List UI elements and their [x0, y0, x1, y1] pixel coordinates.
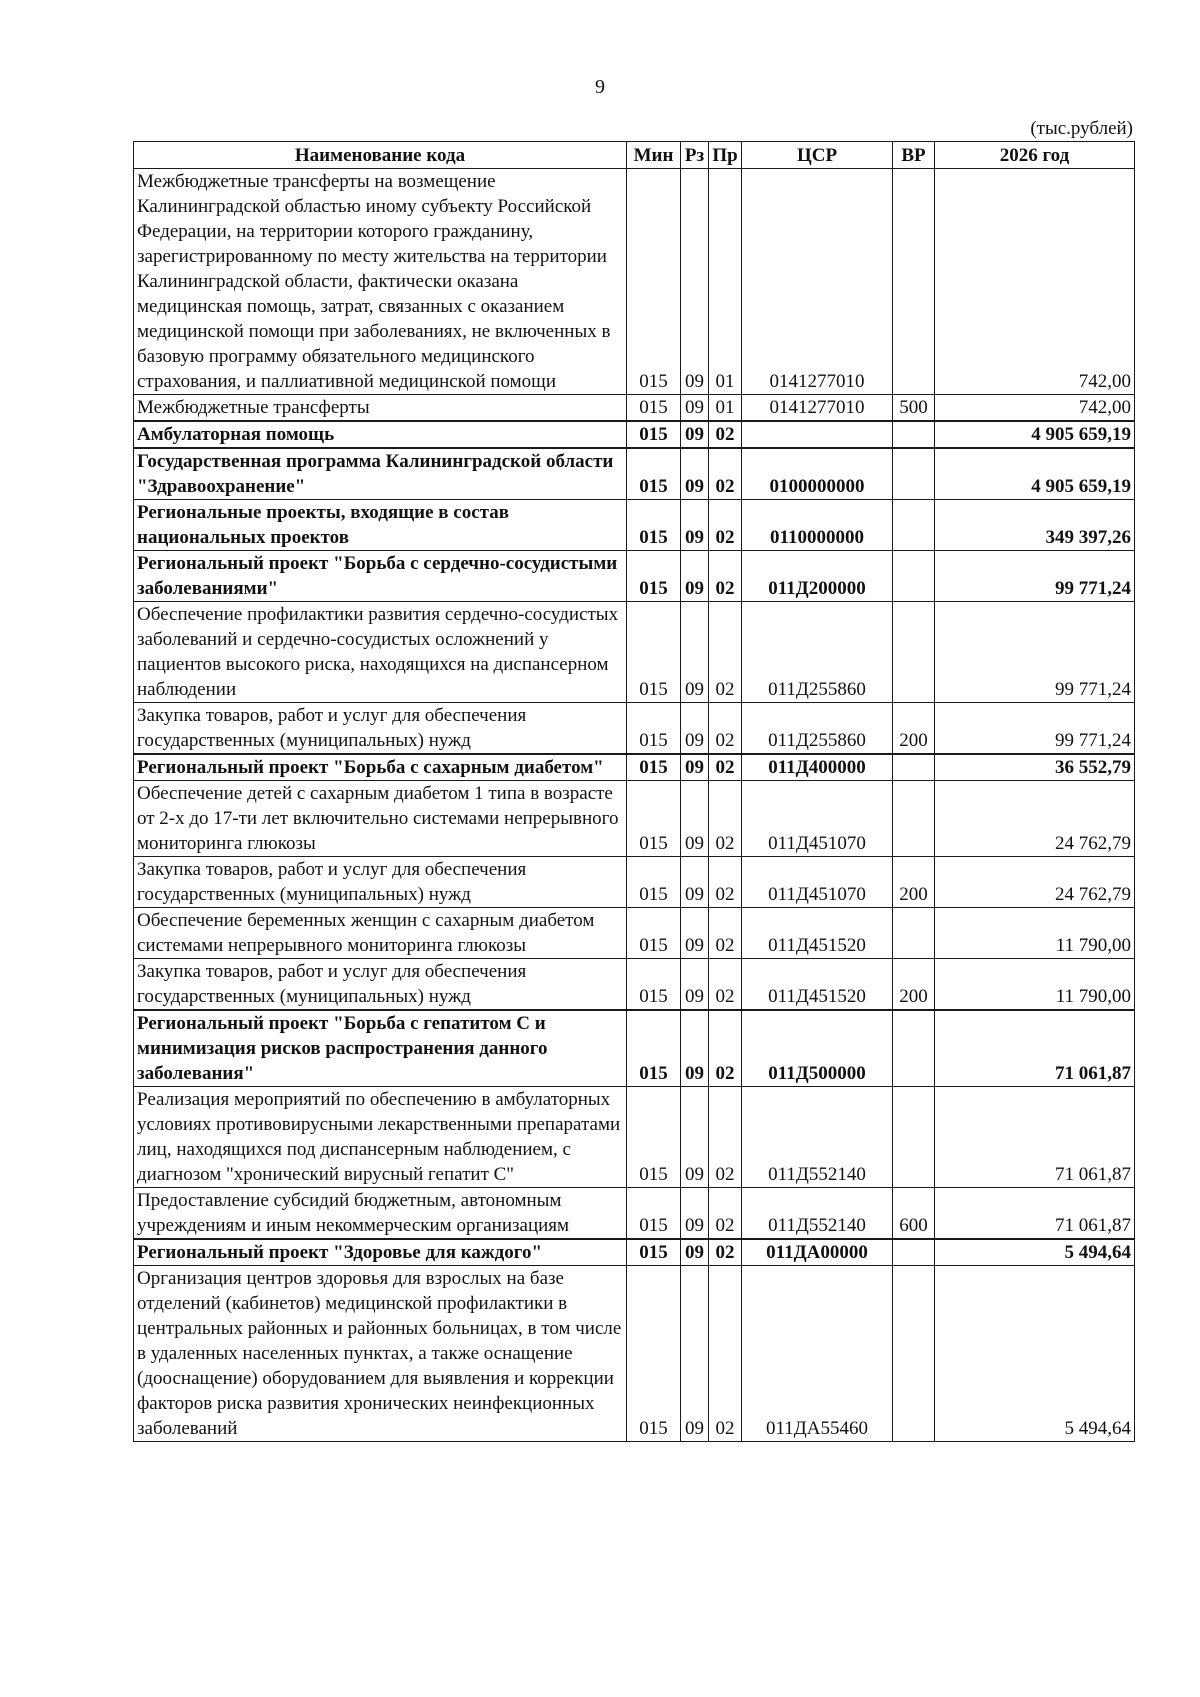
cell-name: Региональный проект "Здоровье для каждого" [134, 1239, 627, 1266]
cell-sum: 99 771,24 [935, 703, 1135, 755]
cell-rz: 09 [681, 421, 709, 448]
cell-name: Организация центров здоровья для взрослых на базе отделений (кабинетов) медицинской профилактики в центральных районных и районных больницах, в том числе в удаленных населенных пунктах, а также оснащение (дооснащение) оборудованием для выявления и коррекции факторов риска развития хронических неинфекционных заболеваний [134, 1266, 627, 1442]
cell-name: Межбюджетные трансферты [134, 395, 627, 422]
cell-vr: 600 [893, 1188, 935, 1240]
cell-sum: 24 762,79 [935, 781, 1135, 857]
cell-pr: 02 [709, 1010, 742, 1087]
page-number: 9 [595, 76, 605, 98]
cell-vr [893, 448, 935, 500]
cell-sum: 742,00 [935, 169, 1135, 395]
cell-name: Государственная программа Калининградской области "Здравоохранение" [134, 448, 627, 500]
cell-name: Обеспечение профилактики развития сердечно-сосудистых заболеваний и сердечно-сосудистых осложнений у пациентов высокого риска, находящихся на диспансерном наблюдении [134, 602, 627, 703]
cell-csr: 011Д451070 [742, 781, 893, 857]
cell-vr [893, 551, 935, 602]
table-row [134, 448, 1135, 500]
cell-rz: 09 [681, 754, 709, 781]
cell-rz: 09 [681, 395, 709, 422]
cell-csr: 011Д255860 [742, 602, 893, 703]
cell-vr [893, 602, 935, 703]
cell-csr: 011Д552140 [742, 1087, 893, 1188]
cell-min: 015 [627, 551, 681, 602]
cell-rz: 09 [681, 500, 709, 551]
header-pr: Пр [709, 142, 742, 169]
cell-pr: 02 [709, 448, 742, 500]
cell-rz: 09 [681, 1087, 709, 1188]
header-min: Мин [627, 142, 681, 169]
cell-vr [893, 754, 935, 781]
cell-pr: 02 [709, 857, 742, 908]
cell-sum: 36 552,79 [935, 754, 1135, 781]
budget-table [133, 141, 1135, 1442]
cell-pr: 02 [709, 1087, 742, 1188]
cell-pr: 02 [709, 959, 742, 1011]
cell-csr: 0141277010 [742, 395, 893, 422]
cell-min: 015 [627, 754, 681, 781]
table-row [134, 754, 1135, 781]
cell-csr [742, 421, 893, 448]
cell-min: 015 [627, 908, 681, 959]
cell-name: Закупка товаров, работ и услуг для обеспечения государственных (муниципальных) нужд [134, 857, 627, 908]
cell-rz: 09 [681, 1239, 709, 1266]
cell-pr: 01 [709, 169, 742, 395]
cell-name: Региональный проект "Борьба с сахарным диабетом" [134, 754, 627, 781]
cell-vr [893, 421, 935, 448]
table-row [134, 551, 1135, 602]
cell-rz: 09 [681, 781, 709, 857]
cell-name: Предоставление субсидий бюджетным, автономным учреждениям и иным некоммерческим организациям [134, 1188, 627, 1240]
cell-sum: 5 494,64 [935, 1239, 1135, 1266]
cell-name: Закупка товаров, работ и услуг для обеспечения государственных (муниципальных) нужд [134, 959, 627, 1011]
cell-vr [893, 1087, 935, 1188]
cell-csr: 011ДА55460 [742, 1266, 893, 1442]
cell-rz: 09 [681, 551, 709, 602]
header-name: Наименование кода [134, 142, 627, 169]
table-row [134, 1266, 1135, 1442]
cell-min: 015 [627, 500, 681, 551]
header-vr: ВР [893, 142, 935, 169]
cell-rz: 09 [681, 703, 709, 755]
cell-vr [893, 1010, 935, 1087]
units-note: (тыс.рублей) [1030, 118, 1133, 139]
table-row [134, 857, 1135, 908]
cell-vr [893, 500, 935, 551]
cell-csr: 0100000000 [742, 448, 893, 500]
cell-sum: 99 771,24 [935, 551, 1135, 602]
cell-min: 015 [627, 857, 681, 908]
table-row [134, 1087, 1135, 1188]
cell-pr: 02 [709, 500, 742, 551]
cell-min: 015 [627, 1188, 681, 1240]
cell-sum: 24 762,79 [935, 857, 1135, 908]
cell-csr: 011Д400000 [742, 754, 893, 781]
table-row [134, 395, 1135, 422]
cell-pr: 02 [709, 703, 742, 755]
cell-csr: 011ДА00000 [742, 1239, 893, 1266]
cell-pr: 02 [709, 551, 742, 602]
cell-csr: 0141277010 [742, 169, 893, 395]
table-row [134, 1188, 1135, 1240]
cell-name: Региональный проект "Борьба с сердечно-сосудистыми заболеваниями" [134, 551, 627, 602]
cell-vr: 200 [893, 703, 935, 755]
cell-sum: 71 061,87 [935, 1188, 1135, 1240]
cell-sum: 99 771,24 [935, 602, 1135, 703]
cell-vr [893, 908, 935, 959]
cell-vr: 500 [893, 395, 935, 422]
header-sum: 2026 год [935, 142, 1135, 169]
cell-csr: 011Д200000 [742, 551, 893, 602]
table-row [134, 703, 1135, 755]
cell-min: 015 [627, 781, 681, 857]
cell-sum: 11 790,00 [935, 908, 1135, 959]
cell-sum: 71 061,87 [935, 1087, 1135, 1188]
table-row [134, 1239, 1135, 1266]
cell-rz: 09 [681, 908, 709, 959]
header-rz: Рз [681, 142, 709, 169]
cell-vr: 200 [893, 857, 935, 908]
table-row [134, 421, 1135, 448]
table-row [134, 1010, 1135, 1087]
table-row [134, 908, 1135, 959]
table-row [134, 169, 1135, 395]
cell-min: 015 [627, 602, 681, 703]
table-row [134, 602, 1135, 703]
cell-sum: 11 790,00 [935, 959, 1135, 1011]
cell-csr: 011Д255860 [742, 703, 893, 755]
cell-pr: 02 [709, 781, 742, 857]
cell-name: Региональные проекты, входящие в состав национальных проектов [134, 500, 627, 551]
cell-name: Обеспечение детей с сахарным диабетом 1 типа в возрасте от 2-х до 17-ти лет включительно системами непрерывного мониторинга глюкозы [134, 781, 627, 857]
cell-vr: 200 [893, 959, 935, 1011]
cell-csr: 011Д451520 [742, 959, 893, 1011]
cell-min: 015 [627, 959, 681, 1011]
cell-min: 015 [627, 169, 681, 395]
table-header-row [134, 142, 1135, 169]
cell-csr: 011Д451520 [742, 908, 893, 959]
cell-sum: 5 494,64 [935, 1266, 1135, 1442]
cell-min: 015 [627, 703, 681, 755]
cell-name: Обеспечение беременных женщин с сахарным диабетом системами непрерывного мониторинга глюкозы [134, 908, 627, 959]
cell-vr [893, 781, 935, 857]
cell-csr: 011Д500000 [742, 1010, 893, 1087]
table-row [134, 500, 1135, 551]
cell-csr: 011Д451070 [742, 857, 893, 908]
table-row [134, 959, 1135, 1011]
cell-pr: 02 [709, 1188, 742, 1240]
cell-min: 015 [627, 421, 681, 448]
cell-rz: 09 [681, 1188, 709, 1240]
cell-min: 015 [627, 1087, 681, 1188]
header-csr: ЦСР [742, 142, 893, 169]
cell-csr: 0110000000 [742, 500, 893, 551]
cell-min: 015 [627, 395, 681, 422]
cell-name: Реализация мероприятий по обеспечению в амбулаторных условиях противовирусными лекарственными препаратами лиц, находящихся под диспансерным наблюдением, с диагнозом "хронический вирусный гепатит С" [134, 1087, 627, 1188]
cell-name: Закупка товаров, работ и услуг для обеспечения государственных (муниципальных) нужд [134, 703, 627, 755]
cell-name: Амбулаторная помощь [134, 421, 627, 448]
cell-rz: 09 [681, 602, 709, 703]
cell-sum: 4 905 659,19 [935, 421, 1135, 448]
cell-name: Региональный проект "Борьба с гепатитом С и минимизация рисков распространения данного заболевания" [134, 1010, 627, 1087]
cell-sum: 742,00 [935, 395, 1135, 422]
cell-rz: 09 [681, 1010, 709, 1087]
cell-name: Межбюджетные трансферты на возмещение Калининградской областью иному субъекту Российской Федерации, на территории которого гражданину, зарегистрированному по месту жительства на территории Калининградской области, фактически оказана медицинская помощь, затрат, связанных с оказанием медицинской помощи при заболеваниях, не включенных в базовую программу обязательного медицинского страхования, и паллиативной медицинской помощи [134, 169, 627, 395]
cell-vr [893, 1239, 935, 1266]
cell-sum: 349 397,26 [935, 500, 1135, 551]
cell-csr: 011Д552140 [742, 1188, 893, 1240]
cell-vr [893, 169, 935, 395]
cell-rz: 09 [681, 1266, 709, 1442]
cell-min: 015 [627, 448, 681, 500]
cell-min: 015 [627, 1010, 681, 1087]
cell-pr: 02 [709, 602, 742, 703]
cell-rz: 09 [681, 959, 709, 1011]
cell-sum: 71 061,87 [935, 1010, 1135, 1087]
cell-pr: 02 [709, 754, 742, 781]
table-row [134, 781, 1135, 857]
cell-pr: 02 [709, 421, 742, 448]
cell-sum: 4 905 659,19 [935, 448, 1135, 500]
cell-rz: 09 [681, 169, 709, 395]
cell-min: 015 [627, 1266, 681, 1442]
cell-min: 015 [627, 1239, 681, 1266]
cell-pr: 01 [709, 395, 742, 422]
cell-vr [893, 1266, 935, 1442]
cell-pr: 02 [709, 908, 742, 959]
cell-pr: 02 [709, 1239, 742, 1266]
cell-pr: 02 [709, 1266, 742, 1442]
cell-rz: 09 [681, 857, 709, 908]
cell-rz: 09 [681, 448, 709, 500]
